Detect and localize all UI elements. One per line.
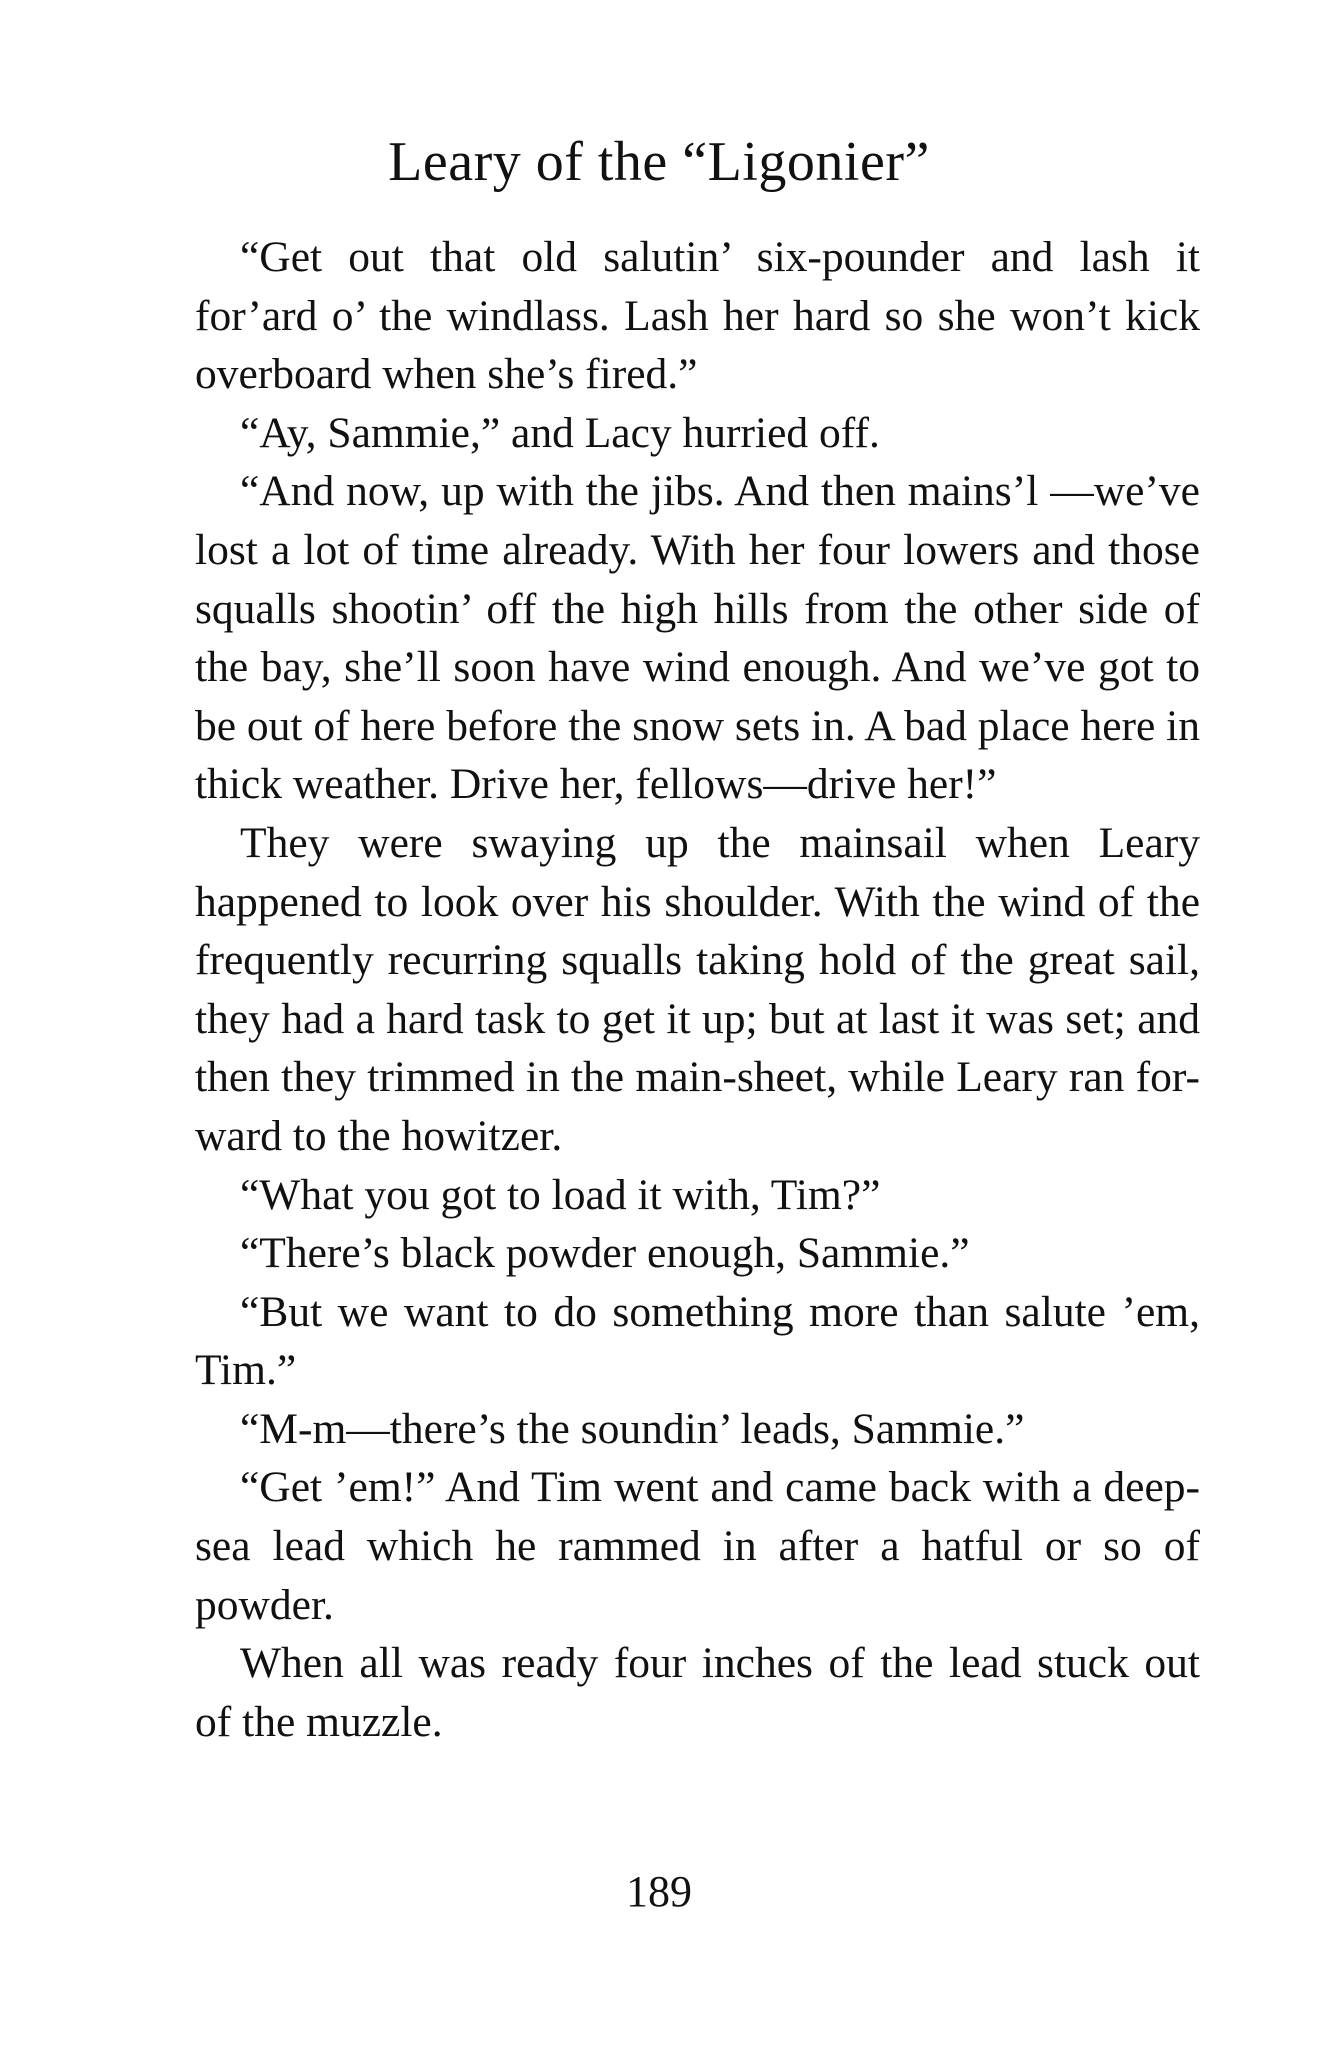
running-head: Leary of the “Ligonier” bbox=[388, 131, 930, 193]
paragraph: “Get ’em!” And Tim went and came back with a deep-sea lead which he rammed in after a hatful or so of powder. bbox=[195, 1463, 1200, 1629]
paragraph: When all was ready four inches of the lead stuck out of the muzzle. bbox=[195, 1639, 1200, 1746]
paragraph: “What you got to load it with, Tim?” bbox=[240, 1170, 881, 1219]
paragraph: “Get out that old salutin’ six-pounder and lash it for’ard o’ the windlass. Lash her hard so she won’t kick overboard when she’s fired.” bbox=[195, 233, 1200, 399]
paragraph: “Ay, Sammie,” and Lacy hurried off. bbox=[240, 408, 880, 457]
paragraph: “But we want to do something more than salute ’em, Tim.” bbox=[195, 1287, 1200, 1395]
paragraph: “M-m—there’s the soundin’ leads, Sammie.” bbox=[240, 1404, 1025, 1453]
paragraph: They were swaying up the mainsail when Leary happened to look over his shoulder. With the wind of the frequently recurring squalls taking hold of the great sail, they had a hard task to get it up; but at last it was set; and then they trimmed in the main-sheet, while Leary ran for- ward to the howitzer. bbox=[195, 818, 1200, 1160]
paragraph: “There’s black powder enough, Sammie.” bbox=[240, 1229, 970, 1278]
page-number: 189 bbox=[626, 1867, 692, 1916]
body-text bbox=[195, 228, 1200, 1751]
paragraph: “And now, up with the jibs. And then mains’l —we’ve lost a lot of time already. With her four lowers and those squalls shootin’ off the high hills from the other side of the bay, she’ll soon have wind enough. And we’ve got to be out of here before the snow sets in. A bad place here in thick weather. Drive her, fellows—drive her!” bbox=[195, 467, 1201, 809]
